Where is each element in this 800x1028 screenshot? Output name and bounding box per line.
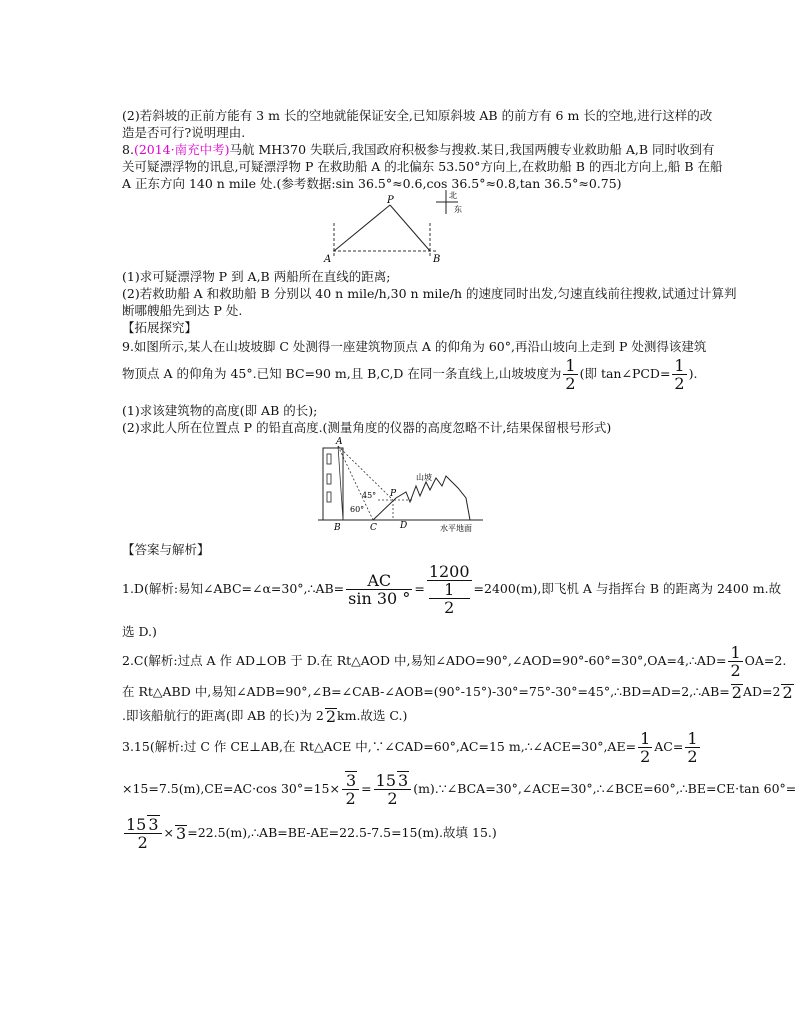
q9-slope-fraction xyxy=(563,357,577,392)
answer-3-frac-15sqrt3-b-num xyxy=(124,815,162,834)
answer-1-line2: 选 D.) xyxy=(122,624,157,639)
answer-3-half-a-den: 2 xyxy=(640,746,651,766)
answer-3-n15: 15 xyxy=(375,771,396,790)
q8-text: 马航 MH370 失联后,我国政府积极参与搜救.某日,我国两艘专业救助船 A,B 同时收到有 xyxy=(229,142,715,157)
answer-2-text1: 2.C(解析:过点 A 作 AD⊥OB 于 D.在 Rt△AOD 中,易知∠ADO=90°,∠AOD=90°-60°=30°,OA=4,∴AD= xyxy=(122,653,727,668)
answer-2-sqrt-a: 2 xyxy=(731,682,742,702)
q8-label-p: P xyxy=(387,195,394,206)
answer-1-frac-ac-den: sin 30 ° xyxy=(348,588,411,608)
q8-line2: 关可疑漂浮物的讯息,可疑漂浮物 P 在救助船 A 的北偏东 53.50°方向上,在救助船 B 的西北方向上,船 B 在船 xyxy=(122,159,723,174)
compass-icon xyxy=(432,188,472,224)
answer-1-half-num: 1 xyxy=(429,581,470,599)
answer-3-line1 xyxy=(122,728,702,766)
answer-2-text2b: AD=2 xyxy=(742,684,781,699)
q9-label-60: 60° xyxy=(350,505,365,514)
answer-3-frac-sqrt3-2 xyxy=(342,771,359,807)
q8-part2-line1: (2)若救助船 A 和救助船 B 分别以 40 n mile/h,30 n mile/h 的速度同时出发,匀速直线前往搜救,试通过计算判 xyxy=(122,286,737,301)
q7-part2-line2: 造是否可行?说明理由. xyxy=(122,125,246,140)
answer-3-line2: ×15=7.5(m),CE=AC·cos 30°=15× $\frac{3}{2}$ = $\frac{15 3}{2}$ (m).∵∠BCA=30°,∠ACE=30°,∴∠BCE=60°,∴BE=CE·tan 60°= xyxy=(122,771,797,808)
q9-tan-num: 1 xyxy=(674,356,685,375)
q8-part1: (1)求可疑漂浮物 P 到 A,B 两船所在直线的距离; xyxy=(122,269,391,284)
answer-2-half-num: 1 xyxy=(730,642,741,662)
answer-3-half-b-den: 2 xyxy=(687,746,698,766)
answer-2-sqrt-b: 2 xyxy=(782,682,793,702)
answer-3-text3: =22.5(m),∴AB=BE-AE=22.5-7.5=15(m).故填 15.) xyxy=(187,825,497,840)
answer-2-line3 xyxy=(122,706,407,726)
answer-3-half-b-num: 1 xyxy=(687,728,698,748)
q9-label-45: 45° xyxy=(362,491,377,500)
answer-3-text2: ×15=7.5(m),CE=AC·cos 30°=15× xyxy=(122,781,340,796)
q9-tan-fraction xyxy=(672,357,686,392)
answer-2-sqrt-c: 2 xyxy=(325,706,337,726)
q9-line2-tan: (即 tan∠PCD= xyxy=(579,366,671,381)
q9-line2-end: ). xyxy=(688,366,698,381)
compass-east-label: 东 xyxy=(454,205,462,214)
answer-3-sqrt3: 3 xyxy=(345,771,357,790)
q7-part2-line1: (2)若斜坡的正前方能有 3 m 长的空地就能保证安全,已知原斜坡 AB 的前方有 6 m 长的空地,进行这样的改 xyxy=(122,108,713,123)
q8-label-b: B xyxy=(433,254,441,265)
q9-part1: (1)求该建筑物的高度(即 AB 的长); xyxy=(122,403,318,418)
answer-1-frac-ac xyxy=(346,572,412,607)
answer-3-text1b: AC= xyxy=(654,739,684,754)
compass-north-label: 北 xyxy=(449,191,457,200)
answer-3-frac-15sqrt3-2-b xyxy=(124,815,162,851)
answer-3-text2b: (m).∵∠BCA=30°,∠ACE=30°,∴∠BCE=60°,∴BE=CE·tan 60°= xyxy=(413,781,797,796)
answer-1-frac-ac-num: AC xyxy=(346,572,412,590)
q9-line2 xyxy=(122,357,697,392)
q8-line1 xyxy=(122,142,715,158)
section-extend-heading: 【拓展探究】 xyxy=(122,320,198,335)
q9-line1: 9.如图所示,某人在山坡坡脚 C 处测得一座建筑物顶点 A 的仰角为 60°,再沿山坡向上走到 P 处测得该建筑 xyxy=(122,339,707,354)
answer-3-frac-sqrt3-den: 2 xyxy=(345,789,356,808)
answer-1-frac-half xyxy=(427,581,472,616)
answer-2-text2: 在 Rt△ABD 中,易知∠ADB=90°,∠B=∠CAB-∠AOB=(90°-15°)-30°=75°-30°=45°,∴BD=AD=2,∴AB= xyxy=(122,684,730,699)
q9-figure xyxy=(318,436,498,531)
answer-3-sqrt3-d: 3 xyxy=(176,823,187,843)
q8-label-a: A xyxy=(324,254,332,265)
q9-label-p: P xyxy=(390,489,397,499)
q9-tan-den: 2 xyxy=(674,374,685,393)
answer-1-frac-1200 xyxy=(427,563,472,616)
answer-1-frac-1200-num: 1200 xyxy=(428,561,470,581)
answer-1-text: 1.D(解析:易知∠ABC=∠α=30°,∴AB= xyxy=(122,581,345,596)
q8-part2-line2: 断哪艘船先到达 P 处. xyxy=(122,303,243,318)
q8-source-tag: (2014·南充中考) xyxy=(133,142,230,157)
answer-2-text1b: OA=2. xyxy=(744,653,787,668)
q9-label-hill: 山坡 xyxy=(416,473,432,482)
answer-1-eq: = xyxy=(414,581,425,596)
q9-label-a: A xyxy=(336,437,343,447)
answer-2-line2 xyxy=(122,682,794,702)
answer-3-half-a-num: 1 xyxy=(640,728,651,748)
q8-line3: A 正东方向 140 n mile 处.(参考数据:sin 36.5°≈0.6,cos 36.5°≈0.8,tan 36.5°≈0.75) xyxy=(122,176,622,191)
section-answer-heading: 【答案与解析】 xyxy=(122,542,210,557)
answer-1-line1 xyxy=(122,560,781,618)
answer-3-times: × xyxy=(163,825,175,840)
answer-2-frac-half xyxy=(728,644,742,679)
answer-3-line3 xyxy=(122,812,497,854)
answer-3-frac-15sqrt3-den: 2 xyxy=(387,789,398,808)
answer-3-sqrt3-c: 3 xyxy=(148,815,159,834)
q8-number: 8. xyxy=(122,142,134,157)
answer-3-sqrt3-b: 3 xyxy=(398,771,409,790)
answer-3-frac-15sqrt3-2 xyxy=(374,771,412,807)
q9-slope-den: 2 xyxy=(565,374,576,393)
answer-3-frac-sqrt3-num xyxy=(342,771,359,790)
answer-1-text-post: =2400(m),即飞机 A 与指挥台 B 的距离为 2400 m.故 xyxy=(473,581,782,596)
answer-3-frac-15sqrt3-num xyxy=(374,771,412,790)
q9-line2-text: 物顶点 A 的仰角为 45°.已知 BC=90 m,且 B,C,D 在同一条直线上,山坡坡度为 xyxy=(122,366,562,381)
answer-2-text3: .即该船航行的距离(即 AB 的长)为 2 xyxy=(122,708,324,723)
q9-label-b: B xyxy=(334,523,341,533)
answer-3-frac-15sqrt3-b-den: 2 xyxy=(137,833,148,852)
answer-2-text3b: km.故选 C.) xyxy=(337,708,408,723)
answer-3-n15-b: 15 xyxy=(126,815,147,834)
answer-2-line1 xyxy=(122,644,786,678)
answer-3-frac-half-b xyxy=(685,730,699,765)
q9-slope-num: 1 xyxy=(565,356,576,375)
answer-2-half-den: 2 xyxy=(730,660,741,680)
q9-part2: (2)求此人所在位置点 P 的铅直高度.(测量角度的仪器的高度忽略不计,结果保留根号形式) xyxy=(122,420,612,435)
q9-label-c: C xyxy=(370,523,377,533)
answer-3-frac-half-a xyxy=(638,730,652,765)
answer-3-text1: 3.15(解析:过 C 作 CE⊥AB,在 Rt△ACE 中,∵∠CAD=60°,AC=15 m,∴∠ACE=30°,AE= xyxy=(122,739,637,754)
q9-label-ground: 水平地面 xyxy=(440,524,472,533)
q9-label-d: D xyxy=(400,521,408,531)
answer-1-half-den: 2 xyxy=(444,597,455,617)
